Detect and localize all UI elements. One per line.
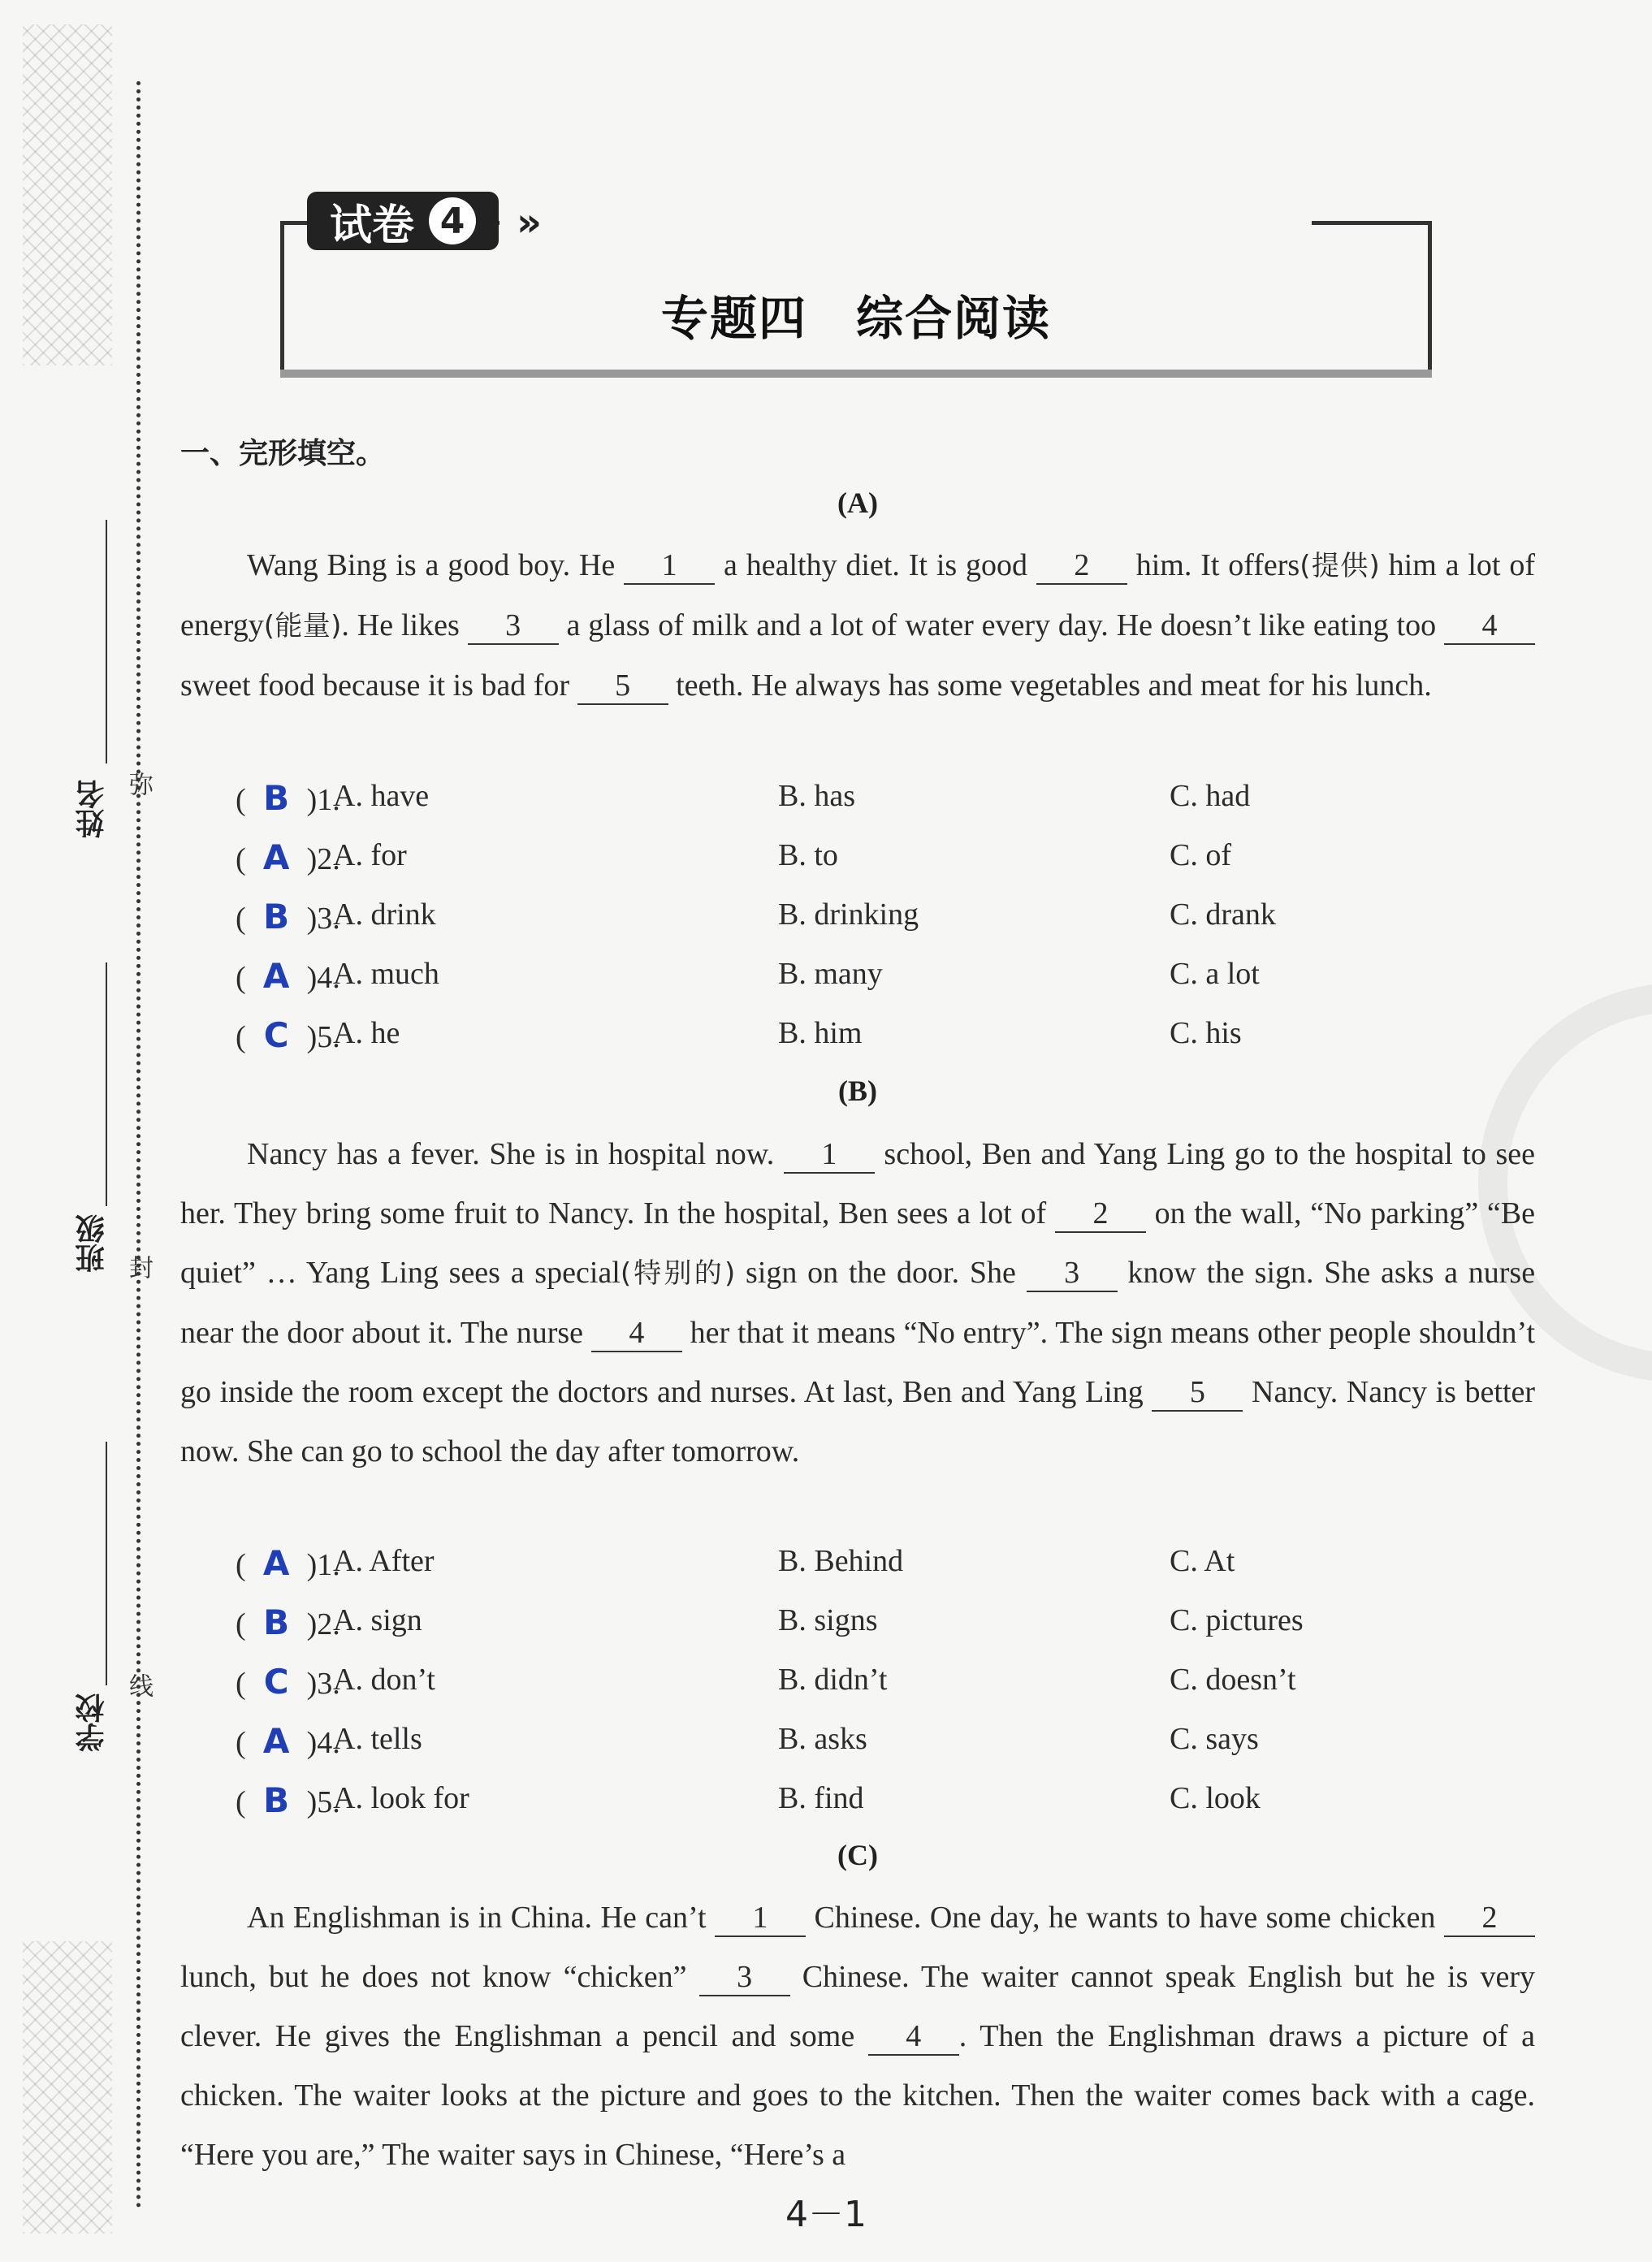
question-number: )2. (306, 1607, 340, 1641)
question-number: )1. (306, 783, 340, 817)
passage-c-text (180, 1888, 1535, 2185)
option-b: B. to (778, 838, 838, 872)
option-b: B. signs (778, 1603, 878, 1637)
option-b: B. asks (778, 1722, 867, 1756)
option-c: C. look (1170, 1781, 1261, 1815)
answer-bracket: ( B )5. (236, 1780, 340, 1820)
blank-4: 4 (591, 1317, 682, 1352)
text: a healthy diet. It is good (724, 548, 1028, 582)
option-b: B. Behind (778, 1544, 904, 1578)
option-c: C. says (1170, 1722, 1259, 1756)
option-c: C. doesn’t (1170, 1663, 1296, 1697)
blank-1: 1 (715, 1901, 806, 1937)
answer-bracket: ( A )4. (236, 956, 340, 996)
text: sign on the door. She (746, 1256, 1016, 1290)
text: know the sign. She asks a nurse near the door about it. The nurse (180, 1256, 1536, 1350)
question-row (236, 1721, 1373, 1770)
text: . Then the Englishman draws a picture of a chicken. The waiter looks at the picture and goes to the kitchen. Then the waiter comes back with a cage. “Here you are,” The waiter says in Chinese, “Here’s a (180, 2019, 1535, 2172)
option-c: C. At (1170, 1544, 1235, 1578)
blank-2: 2 (1036, 549, 1127, 585)
question-row (236, 1015, 1373, 1064)
question-row (236, 1662, 1373, 1711)
answer: B (263, 778, 290, 818)
section-heading: 一、完形填空。 (180, 437, 386, 470)
answer-bracket: ( A )4. (236, 1721, 340, 1761)
option-c: C. pictures (1170, 1603, 1304, 1637)
page-title: 专题四 综合阅读 (660, 291, 1051, 346)
text: Wang Bing is a good boy. He (247, 548, 616, 582)
blank-1: 1 (624, 549, 715, 585)
question-number: )4. (306, 1726, 340, 1760)
option-a: A. he (333, 1016, 400, 1050)
option-a: A. After (333, 1544, 435, 1578)
blank-3: 3 (699, 1961, 790, 1996)
answer: A (262, 1543, 290, 1583)
answer-bracket: ( C )3. (236, 1662, 340, 1702)
question-number: )4. (306, 961, 340, 995)
option-b: B. him (778, 1016, 863, 1050)
option-a: A. drink (333, 897, 436, 932)
text: Chinese. The waiter cannot speak English but he is very clever. He gives the Englishman a pencil and some (180, 1960, 1536, 2053)
text: him. It offers (1135, 548, 1300, 582)
question-number: )1. (306, 1548, 340, 1582)
question-row (236, 837, 1373, 886)
answer: B (263, 1780, 290, 1820)
paper-badge (307, 192, 499, 250)
option-a: A. look for (333, 1781, 469, 1815)
text: Nancy has a fever. She is in hospital now. (247, 1137, 775, 1171)
blank-3: 3 (1027, 1256, 1118, 1292)
text: Chinese. One day, he wants to have some chicken (814, 1901, 1436, 1935)
passage-b-text (180, 1125, 1535, 1481)
badge-label: 试卷 (330, 201, 415, 250)
gloss: (能量) (263, 610, 342, 642)
option-a: A. for (333, 838, 407, 872)
answer: B (263, 1602, 290, 1642)
option-b: B. drinking (778, 897, 919, 932)
answer-bracket: ( A )2. (236, 837, 340, 877)
option-b: B. many (778, 957, 883, 991)
blank-5: 5 (1152, 1376, 1243, 1412)
text: sweet food because it is bad for (180, 668, 570, 703)
text: Nancy. Nancy is better now. She can go to school the day after tomorrow. (180, 1375, 1536, 1468)
answer: B (263, 897, 290, 936)
text: . He likes (341, 608, 460, 642)
question-row (236, 1602, 1373, 1651)
option-c: C. of (1170, 838, 1231, 872)
passage-b-label: (B) (838, 1075, 877, 1107)
option-c: C. had (1170, 779, 1251, 813)
gloss: (特别的) (620, 1257, 736, 1290)
name-label: 姓名 (76, 780, 109, 838)
question-row (236, 778, 1373, 827)
text: teeth. He always has some vegetables and meat for his lunch. (676, 668, 1432, 703)
answer: A (262, 1721, 290, 1761)
school-line (106, 1442, 107, 1685)
name-line (106, 520, 107, 763)
passage-c-label: (C) (837, 1839, 878, 1871)
seal-xian: 线 (124, 1673, 153, 1698)
answer: A (262, 956, 290, 996)
blank-1: 1 (784, 1138, 875, 1174)
blank-2: 2 (1444, 1901, 1535, 1937)
text: her that it means “No entry”. The sign means other people shouldn’t go inside the room except the doctors and nurses. At last, Ben and Yang Ling (180, 1316, 1535, 1409)
text: school, Ben and Yang Ling go to the hospital to see her. They bring some fruit to Nancy. In the hospital, Ben sees a lot of (180, 1137, 1536, 1230)
question-number: )2. (306, 842, 340, 876)
seal-mi: 弥 (124, 772, 153, 796)
question-number: )5. (306, 1020, 340, 1054)
answer: C (263, 1662, 289, 1702)
class-label: 班级 (76, 1214, 109, 1273)
option-c: C. his (1170, 1016, 1242, 1050)
option-b: B. has (778, 779, 855, 813)
question-number: )3. (306, 902, 340, 936)
page-number: 4－1 (785, 2194, 867, 2235)
answer: C (263, 1015, 289, 1055)
answer: A (262, 837, 290, 877)
text: An Englishman is in China. He can’t (247, 1901, 707, 1935)
text: on the wall, “No parking” “Be quiet” … Yang Ling sees a special (180, 1196, 1535, 1290)
margin-pattern-top (23, 24, 112, 365)
option-b: B. find (778, 1781, 864, 1815)
answer-bracket: ( B )1. (236, 778, 340, 818)
option-c: C. a lot (1170, 957, 1260, 991)
blank-4: 4 (868, 2020, 959, 2056)
question-row (236, 1780, 1373, 1829)
title-frame-shadow (280, 370, 1432, 378)
blank-2: 2 (1055, 1197, 1146, 1233)
school-label: 学校 (76, 1693, 109, 1752)
question-row (236, 956, 1373, 1005)
blank-3: 3 (468, 609, 559, 645)
passage-a-label: (A) (837, 487, 878, 519)
class-line (106, 962, 107, 1206)
option-a: A. have (333, 779, 430, 813)
text: lunch, but he does not know “chicken” (180, 1960, 687, 1994)
badge-number: 4 (429, 197, 476, 244)
blank-5: 5 (577, 669, 668, 705)
option-a: A. much (333, 957, 439, 991)
question-number: )5. (306, 1785, 340, 1819)
option-b: B. didn’t (778, 1663, 888, 1697)
answer-bracket: ( B )3. (236, 897, 340, 936)
question-number: )3. (306, 1667, 340, 1701)
chevron-icon: » (517, 200, 533, 245)
text: a glass of milk and a lot of water every day. He doesn’t like eating too (566, 608, 1437, 642)
answer-bracket: ( C )5. (236, 1015, 340, 1055)
option-a: A. tells (333, 1722, 422, 1756)
gloss: (提供) (1300, 550, 1380, 582)
answer-bracket: ( A )1. (236, 1543, 340, 1583)
answer-bracket: ( B )2. (236, 1602, 340, 1642)
text: him a lot of energy (180, 548, 1535, 642)
option-a: A. don’t (333, 1663, 435, 1697)
binding-dotted-line (136, 81, 141, 2209)
question-row (236, 897, 1373, 945)
option-a: A. sign (333, 1603, 422, 1637)
question-row (236, 1543, 1373, 1592)
blank-4: 4 (1444, 609, 1535, 645)
option-c: C. drank (1170, 897, 1276, 932)
seal-feng: 封 (124, 1255, 153, 1279)
passage-a-text (180, 536, 1535, 716)
